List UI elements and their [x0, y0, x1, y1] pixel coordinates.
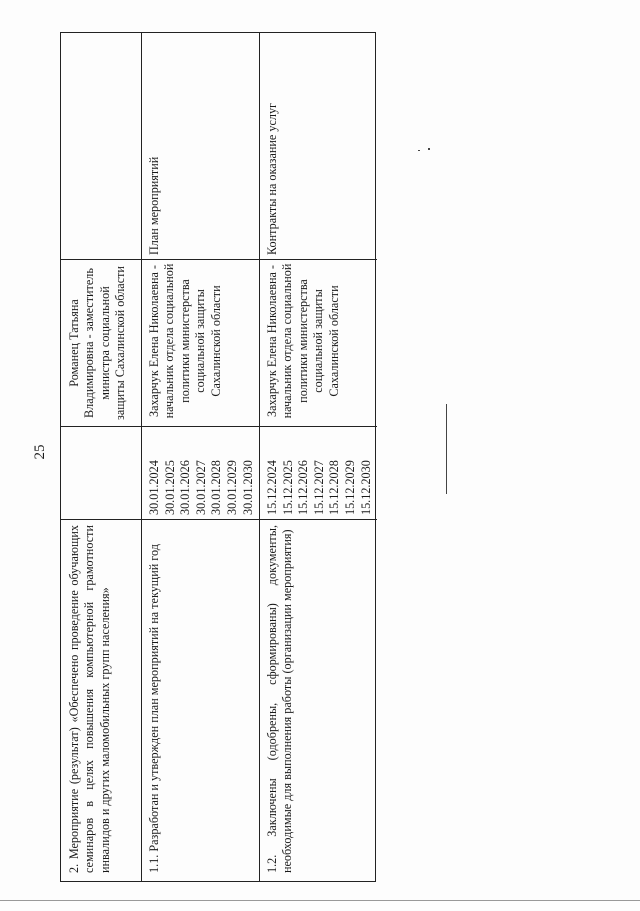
column-divider: [61, 519, 377, 520]
row-3-event-text: 1.2. Заключены (одобрены, сформированы) документы, необходимые для выполнения работы (организации мероприятия): [265, 525, 295, 873]
row-2-responsible-cell: [147, 261, 224, 421]
scan-dot-artifact: [418, 150, 420, 151]
row-2-date: 30.01.2027: [193, 460, 208, 515]
row-divider: [141, 33, 142, 881]
row-2-date: 30.01.2030: [240, 460, 255, 515]
row-2-date: 30.01.2028: [209, 460, 224, 515]
scan-dot-artifact: [428, 148, 430, 150]
row-2-date: 30.01.2026: [178, 460, 193, 515]
row-1-responsible-text: Романец Татьяна Владимировна - заместитель министра социальной защиты Сахалинской области: [67, 266, 128, 420]
row-2-date: 30.01.2024: [147, 460, 161, 515]
row-3-result-text: Контракты на оказание услуг: [265, 102, 279, 255]
scan-line-artifact: [446, 404, 447, 494]
row-divider: [259, 33, 260, 881]
page-number: 25: [32, 444, 48, 460]
row-3-date: 15.12.2025: [280, 460, 295, 515]
row-2-result-cell: [147, 41, 162, 255]
row-2-event-text: 1.1. Разработан и утвержден план мероприятий на текущий год: [147, 544, 161, 873]
row-3-date: 15.12.2026: [296, 460, 311, 515]
row-2-responsible-text: Захарчук Елена Николаевна - начальник отдела социальной политики министерства социальной защиты Сахалинской области: [147, 263, 223, 419]
row-1-event-text: 2. Мероприятие (результат) «Обеспечено проведение обучающих семинаров в целях повышения компьютерной грамотности инвалидов и других маломобильных групп населения»: [67, 525, 112, 873]
row-3-date: 15.12.2024: [265, 460, 279, 515]
row-3-responsible-cell: [265, 261, 342, 421]
row-2-event-cell: [147, 525, 162, 873]
row-2-date: 30.01.2025: [162, 460, 177, 515]
row-3-date: 15.12.2030: [358, 460, 373, 515]
row-3-responsible-text: Захарчук Елена Николаевна - начальник отдела социальной политики министерства социальной защиты Сахалинской области: [265, 263, 341, 419]
row-3-dates-cell: [265, 427, 374, 515]
row-2-date: 30.01.2029: [224, 460, 239, 515]
column-divider: [61, 259, 377, 260]
row-3-date: 15.12.2027: [311, 460, 326, 515]
row-3-date: 15.12.2028: [327, 460, 342, 515]
row-2-dates-cell: [147, 427, 256, 515]
plan-table: [60, 32, 376, 882]
row-3-date: 15.12.2029: [342, 460, 357, 515]
row-1-responsible-cell: [67, 265, 129, 421]
row-2-result-text: План мероприятий: [147, 156, 161, 255]
row-3-event-cell: [265, 525, 296, 873]
scan-edge-artifact: [0, 900, 640, 901]
row-3-result-cell: [265, 41, 280, 255]
row-1-event-cell: [67, 525, 113, 873]
